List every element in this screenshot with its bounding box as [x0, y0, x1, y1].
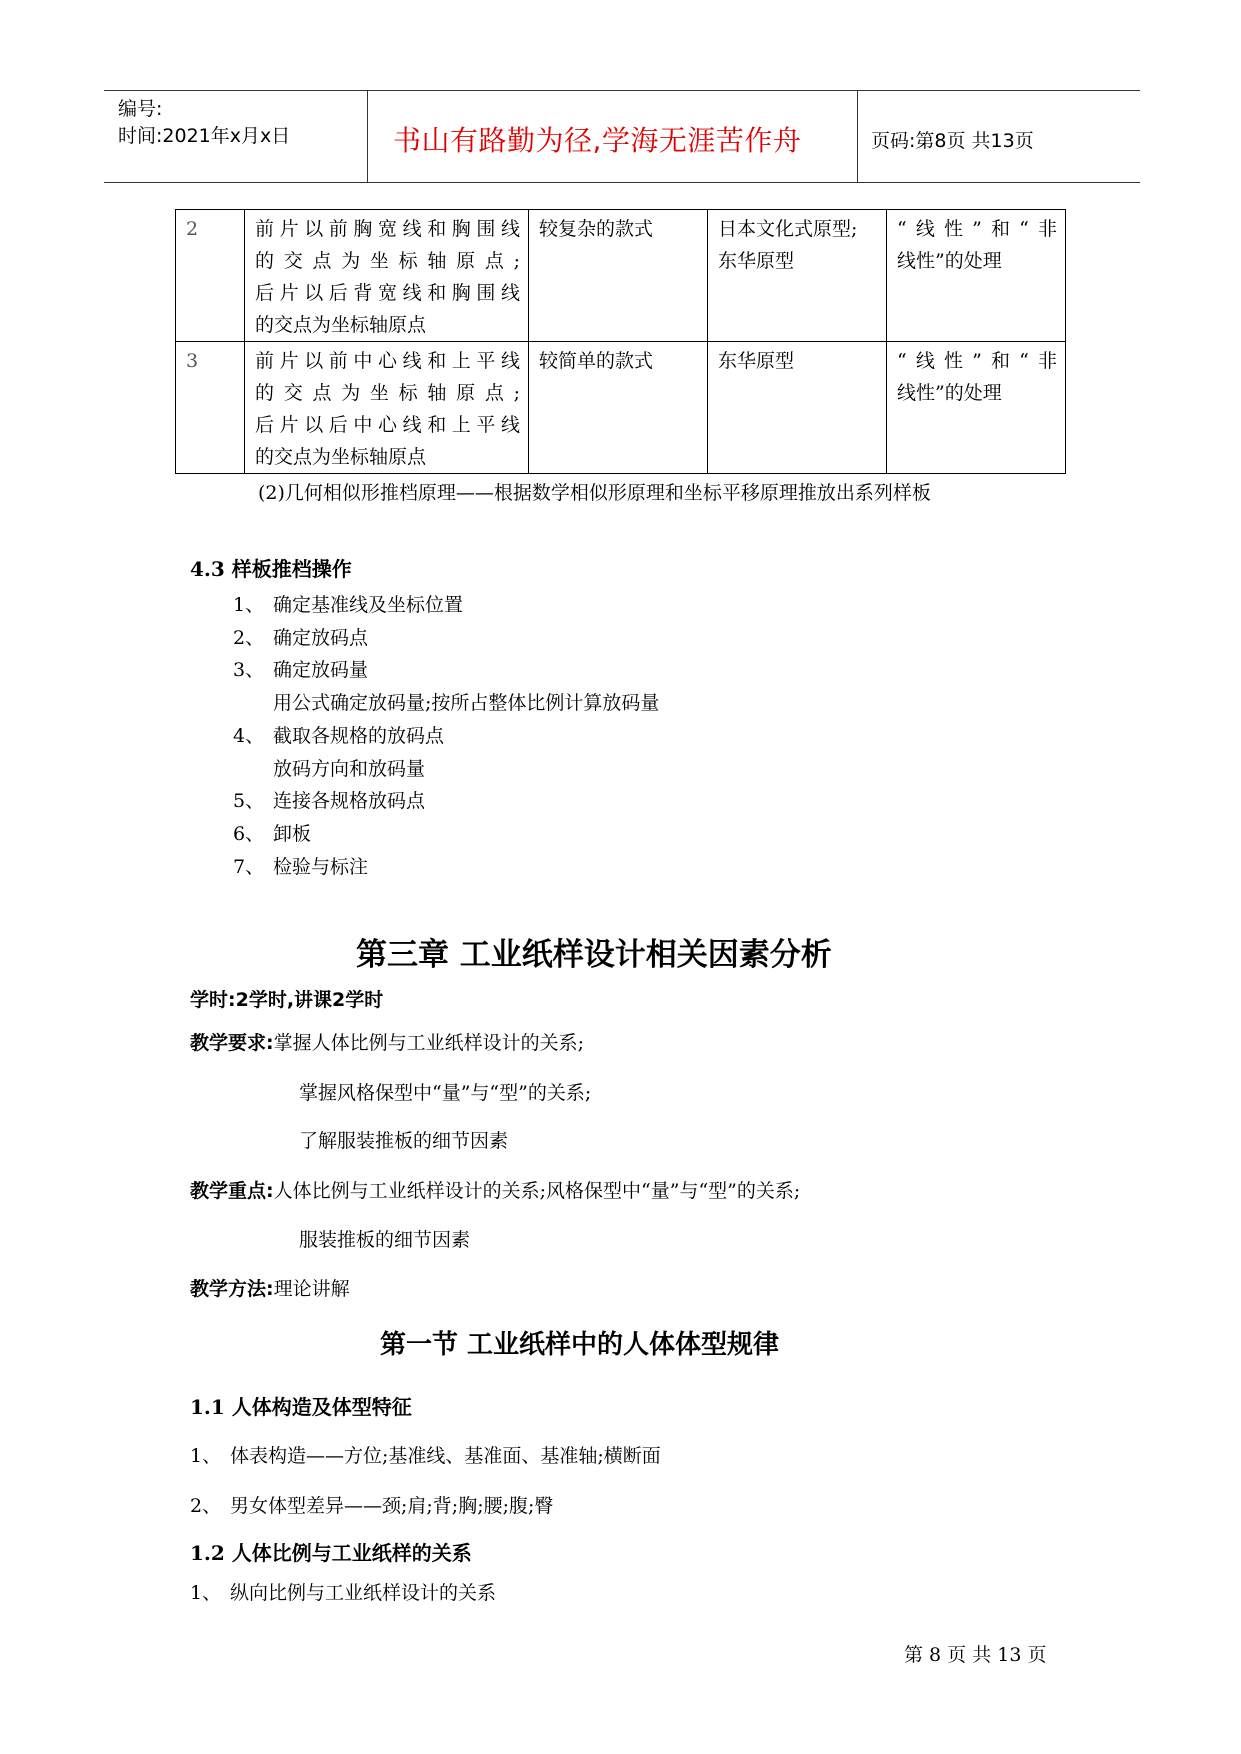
table-cell-treatment — [887, 342, 1066, 474]
list-number: 1、 — [233, 594, 265, 616]
list-item — [233, 721, 444, 748]
list-item — [190, 1578, 496, 1605]
list-text: 连接各规格放码点 — [273, 790, 426, 812]
list-item — [233, 819, 311, 846]
style-text: 较复杂的款式 — [539, 218, 654, 240]
list-text: 纵向比例与工业纸样设计的关系 — [230, 1582, 497, 1604]
list-item — [190, 1491, 553, 1518]
prototype-line: 东华原型 — [718, 250, 795, 272]
footer-page-number: 第 8 页 共 13 页 — [904, 1644, 1047, 1666]
treatment-line: “线性”和“非 — [897, 218, 1057, 240]
prototype-line: 东华原型 — [718, 350, 795, 372]
treatment-line: “线性”和“非 — [897, 350, 1057, 372]
method-line: 的交点为坐标轴原点 — [255, 314, 427, 336]
prototype-line: 日本文化式原型; — [718, 218, 858, 240]
header-divider-right — [857, 90, 858, 182]
method-label: 教学方法: — [190, 1278, 274, 1300]
teaching-requirements — [190, 1028, 584, 1055]
method-line: 的交点为坐标轴原点; — [255, 250, 520, 272]
method-line: 前片以前胸宽线和胸围线 — [255, 218, 520, 240]
list-text: 卸板 — [273, 823, 312, 845]
section-4-3-heading: 4.3 样板推档操作 — [190, 557, 352, 581]
list-number: 5、 — [233, 790, 265, 812]
table-cell-no — [176, 210, 245, 342]
list-number: 1、 — [190, 1582, 222, 1604]
list-number: 7、 — [233, 856, 265, 878]
table-cell-method — [245, 342, 529, 474]
treatment-line: 线性”的处理 — [897, 382, 1002, 404]
subsection-1-1-heading: 1.1 人体构造及体型特征 — [190, 1395, 412, 1419]
table-cell-no — [176, 342, 245, 474]
list-text: 确定放码量 — [273, 659, 369, 681]
requirements-text: 掌握人体比例与工业纸样设计的关系; — [273, 1032, 585, 1054]
table-row — [176, 342, 1066, 474]
header-bottom-rule — [104, 182, 1140, 183]
list-item — [233, 590, 463, 617]
chapter-title: 第三章 工业纸样设计相关因素分析 — [356, 937, 832, 973]
key-points-text: 人体比例与工业纸样设计的关系;风格保型中“量”与“型”的关系; — [273, 1180, 801, 1202]
teaching-key-points-line: 服装推板的细节因素 — [299, 1229, 471, 1251]
key-points-label: 教学重点: — [190, 1180, 274, 1202]
row-number: 3 — [186, 350, 199, 372]
list-text: 体表构造——方位;基准线、基准面、基准轴;横断面 — [230, 1445, 661, 1467]
list-item — [233, 786, 425, 813]
treatment-line: 线性”的处理 — [897, 250, 1002, 272]
header-top-rule — [104, 90, 1140, 91]
header-number-label: 编号: — [118, 98, 163, 120]
list-text: 截取各规格的放码点 — [273, 725, 445, 747]
method-text: 理论讲解 — [273, 1278, 350, 1300]
list-item — [233, 754, 425, 781]
method-line: 后片以后中心线和上平线 — [255, 414, 520, 436]
requirements-label: 教学要求: — [190, 1032, 274, 1054]
list-item — [233, 623, 368, 650]
list-number: 6、 — [233, 823, 265, 845]
table-cell-treatment — [887, 210, 1066, 342]
list-text: 确定放码点 — [273, 627, 369, 649]
section-title: 第一节 工业纸样中的人体体型规律 — [380, 1330, 780, 1360]
list-text: 确定基准线及坐标位置 — [273, 594, 464, 616]
list-item — [233, 688, 659, 715]
teaching-key-points — [190, 1176, 800, 1203]
geometric-similarity-note: (2)几何相似形推档原理——根据数学相似形原理和坐标平移原理推放出系列样板 — [258, 482, 931, 504]
method-line: 后片以后背宽线和胸围线 — [255, 282, 520, 304]
table-row — [176, 210, 1066, 342]
table-cell-prototype — [708, 210, 887, 342]
teaching-method — [190, 1274, 350, 1301]
list-number: 3、 — [233, 659, 265, 681]
list-item — [190, 1441, 661, 1468]
teaching-requirements-line: 了解服装推板的细节因素 — [299, 1130, 509, 1152]
list-text: 用公式确定放码量;按所占整体比例计算放码量 — [273, 692, 660, 714]
table-cell-prototype — [708, 342, 887, 474]
method-line: 的交点为坐标轴原点 — [255, 446, 427, 468]
list-number: 2、 — [190, 1495, 222, 1517]
grading-method-table — [175, 209, 1066, 474]
style-text: 较简单的款式 — [539, 350, 654, 372]
subsection-1-2-heading: 1.2 人体比例与工业纸样的关系 — [190, 1541, 472, 1565]
method-line: 的交点为坐标轴原点; — [255, 382, 520, 404]
header-time-label: 时间:2021年x月x日 — [118, 125, 291, 147]
list-text: 放码方向和放码量 — [273, 758, 426, 780]
list-text: 检验与标注 — [273, 856, 369, 878]
row-number: 2 — [186, 218, 199, 240]
header-page-label: 页码:第8页 共13页 — [871, 130, 1034, 152]
list-text: 男女体型差异——颈;肩;背;胸;腰;腹;臀 — [230, 1495, 554, 1517]
list-number: 1、 — [190, 1445, 222, 1467]
list-number: 2、 — [233, 627, 265, 649]
chapter-hours: 学时:2学时,讲课2学时 — [190, 989, 384, 1011]
teaching-requirements-line: 掌握风格保型中“量”与“型”的关系; — [299, 1082, 592, 1104]
list-number: 4、 — [233, 725, 265, 747]
list-item — [233, 655, 368, 682]
header-motto: 书山有路勤为径,学海无涯苦作舟 — [393, 124, 802, 157]
list-item — [233, 852, 368, 879]
header-divider-left — [367, 90, 368, 182]
table-cell-style — [529, 342, 708, 474]
method-line: 前片以前中心线和上平线 — [255, 350, 520, 372]
table-cell-style — [529, 210, 708, 342]
table-cell-method — [245, 210, 529, 342]
